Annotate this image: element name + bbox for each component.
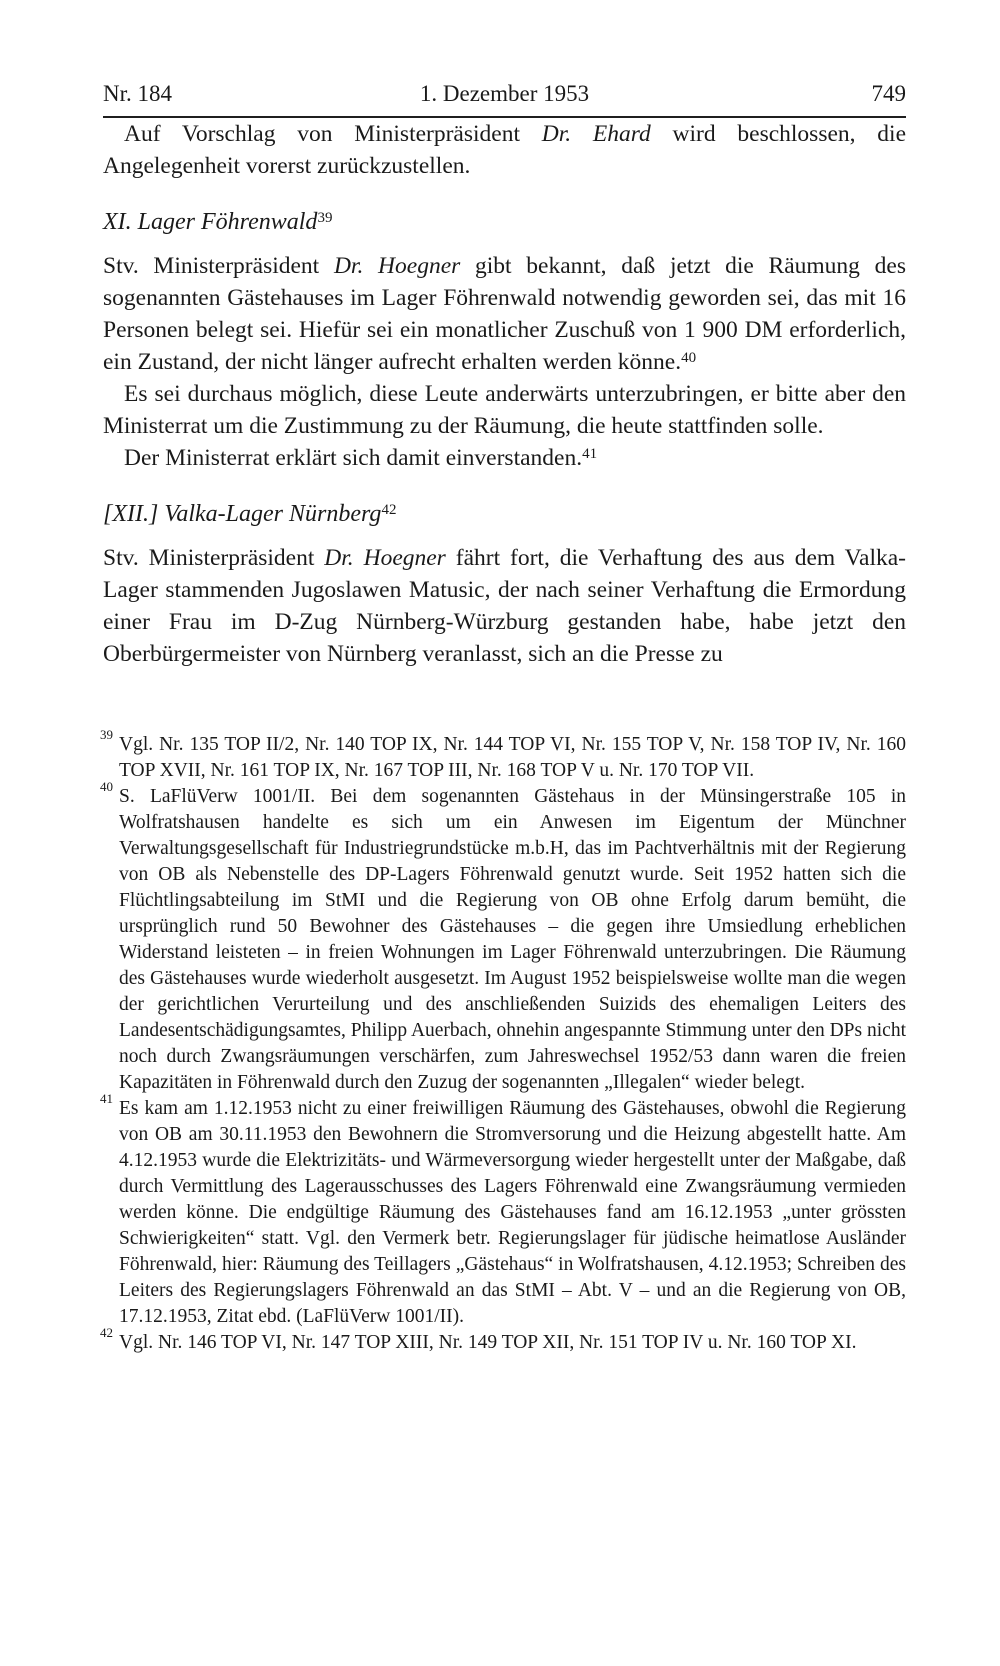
header-date: 1. Dezember 1953 [419, 81, 590, 106]
paragraph-xii-1 [103, 542, 906, 670]
section-heading-xi [103, 207, 906, 237]
section-xii-title: [XII.] Valka-Lager Nürnberg [103, 501, 382, 527]
footnote-41: 41 Es kam am 1.12.1953 nicht zu einer freiwilligen Räumung des Gästehauses, obwohl die Regierung von OB am 30.11.1953 den Bewohnern die Stromversorung und die Heizung abgestellt hatte. Am 4.12.1953 wurde die Elektrizitäts- und Wärmeversorgung wieder hergestellt unter der Maßgabe, daß durch Vermittlung des Lagerausschusses des Lagers Föhrenwald eine Zwangsräumung vermieden werden könne. Die endgültige Räumung des Gästehauses fand am 16.12.1953 „unter grössten Schwierigkeiten“ statt. Vgl. den Vermerk betr. Regierungslager für jüdische heimatlose Ausländer Föhrenwald, hier: Räumung des Teillagers „Gästehaus“ in Wolfratshausen, 4.12.1953; Schreiben des Leiters des Regierungslagers Föhrenwald an das StMI – Abt. V – und an die Regierung von OB, 17.12.1953, Zitat ebd. (LaFlüVerw 1001/II). [100, 1091, 906, 1327]
footnote-text-40: S. LaFlüVerw 1001/II. Bei dem sogenannten Gästehaus in der Münsingerstraße 105 in Wolfratshausen handelte es sich um ein Anwesen im Eigentum der Münchner Verwaltungsgesellschaft für Industriegrundstücke m.b.H, das im Pachtverhältnis mit der Regierung von OB als Nebenstelle des DP-Lagers Föhrenwald genutzt wurde. Seit 1952 hatten sich die Flüchtlingsabteilung im StMI und die Regierung von OB ohne Erfolg darum bemüht, die ursprünglich rund 50 Bewohner des Gästehauses – die gegen ihre Umsiedlung erheblichen Widerstand leisteten – in freien Wohnungen im Lager Föhrenwald unterzubringen. Die Räumung des Gästehauses wurde wiederholt ausgesetzt. Im August 1952 beispielsweise wollte man die wegen der gerichtlichen Verurteilung und des anschließenden Suizids des ehemaligen Leiters des Landesentschädigungsamtes, Philipp Auerbach, ohnehin angespannte Stimmung unter den DPs nicht noch durch Zwangsräumungen verschärfen, zum Jahreswechsel 1952/53 dann waren die freien Kapazitäten in Föhrenwald durch den Zuzug der sogenannten „Illegalen“ wieder belegt. [119, 786, 906, 1093]
paragraph-xi-2: Es sei durchaus möglich, diese Leute anderwärts unterzubringen, er bitte aber den Ministerrat um die Zustimmung zu der Räumung, die heute stattfinden solle. [103, 381, 906, 439]
footnote-ref-39: 39 [317, 210, 333, 226]
person-name-hoegner-2: Dr. Hoegner [324, 545, 446, 571]
intro-text-post: wird beschlossen, die Angelegenheit vorerst zurückzustellen. [103, 121, 907, 179]
paragraph-xi-1 [103, 250, 906, 378]
xii-para1-post: fährt fort, die Verhaftung des aus dem Valka-Lager stammenden Jugoslawen Matusic, der nach seiner Verhaftung die Ermordung einer Frau im D-Zug Nürnberg-Würzburg gestanden habe, habe jetzt den Oberbürgermeister von Nürnberg veranlasst, sich an die Presse zu [103, 545, 906, 667]
person-name-hoegner: Dr. Hoegner [333, 253, 461, 279]
section-xi-title: XI. Lager Föhrenwald [103, 209, 318, 235]
xii-para1-pre: Stv. Ministerpräsident [103, 545, 325, 571]
intro-text-pre: Auf Vorschlag von Ministerpräsident [124, 121, 542, 147]
footnote-ref-41: 41 [582, 446, 598, 462]
footnote-text-42: Vgl. Nr. 146 TOP VI, Nr. 147 TOP XIII, Nr. 149 TOP XII, Nr. 151 TOP IV u. Nr. 160 TOP XI. [119, 1332, 857, 1353]
footnotes-section [100, 727, 906, 1356]
section-heading-xii [103, 499, 906, 529]
paragraph-xi-3 [103, 442, 906, 474]
page-number: 749 [871, 81, 906, 106]
page-content [100, 81, 907, 1356]
xi-para1-pre: Stv. Ministerpräsident [103, 253, 334, 279]
footnote-text-41: Es kam am 1.12.1953 nicht zu einer freiwilligen Räumung des Gästehauses, obwohl die Regierung von OB am 30.11.1953 den Bewohnern die Stromversorung und die Heizung abgestellt hatte. Am 4.12.1953 wurde die Elektrizitäts- und Wärmeversorgung wieder hergestellt unter der Maßgabe, daß durch Vermittlung des Lagerausschusses des Lagers Föhrenwald eine Zwangsräumung vermieden werden könne. Die endgültige Räumung des Gästehauses fand am 16.12.1953 „unter grössten Schwierigkeiten“ statt. Vgl. den Vermerk betr. Regierungslager für jüdische heimatlose Ausländer Föhrenwald, hier: Räumung des Teillagers „Gästehaus“ in Wolfratshausen, 4.12.1953; Schreiben des Leiters des Regierungslagers Föhrenwald an das StMI – Abt. V – und an die Regierung von OB, 17.12.1953, Zitat ebd. (LaFlüVerw 1001/II). [119, 1098, 906, 1327]
footnote-ref-40: 40 [681, 350, 697, 366]
paragraph-intro [103, 118, 906, 182]
footnote-ref-42: 42 [381, 502, 397, 518]
person-name-ehard: Dr. Ehard [541, 121, 651, 147]
footnote-42: 42 Vgl. Nr. 146 TOP VI, Nr. 147 TOP XIII, Nr. 149 TOP XII, Nr. 151 TOP IV u. Nr. 160 TOP XI. [100, 1325, 857, 1353]
page-header [103, 82, 906, 106]
xi-para1-post: gibt bekannt, daß jetzt die Räumung des sogenannten Gästehauses im Lager Föhrenwald notwendig geworden sei, das mit 16 Personen belegt sei. Hiefür sei ein monatlicher Zuschuß von 1 900 DM erforderlich, ein Zustand, der nicht länger aufrecht erhalten werden könne. [103, 253, 906, 375]
footnote-40: 40 S. LaFlüVerw 1001/II. Bei dem sogenannten Gästehaus in der Münsingerstraße 105 in Wolfratshausen handelte es sich um ein Anwesen im Eigentum der Münchner Verwaltungsgesellschaft für Industriegrundstücke m.b.H, das im Pachtverhältnis mit der Regierung von OB als Nebenstelle des DP-Lagers Föhrenwald genutzt wurde. Seit 1952 hatten sich die Flüchtlingsabteilung im StMI und die Regierung von OB ohne Erfolg darum bemüht, die ursprünglich rund 50 Bewohner des Gästehauses – die gegen ihre Umsiedlung erheblichen Widerstand leisteten – in freien Wohnungen im Lager Föhrenwald unterzubringen. Die Räumung des Gästehauses wurde wiederholt ausgesetzt. Im August 1952 beispielsweise wollte man die wegen der gerichtlichen Verurteilung und des anschließenden Suizids des ehemaligen Leiters des Landesentschädigungsamtes, Philipp Auerbach, ohnehin angespannte Stimmung unter den DPs nicht noch durch Zwangsräumungen verschärfen, zum Jahreswechsel 1952/53 dann waren die freien Kapazitäten in Föhrenwald durch den Zuzug der sogenannten „Illegalen“ wieder belegt. [100, 779, 906, 1093]
xi-para3-text: Der Ministerrat erklärt sich damit einverstanden. [124, 445, 583, 471]
issue-number: Nr. 184 [103, 81, 172, 106]
footnote-text-39: Vgl. Nr. 135 TOP II/2, Nr. 140 TOP IX, Nr. 144 TOP VI, Nr. 155 TOP V, Nr. 158 TOP IV, Nr. 160 TOP XVII, Nr. 161 TOP IX, Nr. 167 TOP III, Nr. 168 TOP V u. Nr. 170 TOP VII. [119, 734, 906, 781]
footnote-39: 39 Vgl. Nr. 135 TOP II/2, Nr. 140 TOP IX, Nr. 144 TOP VI, Nr. 155 TOP V, Nr. 158 TOP IV, Nr. 160 TOP XVII, Nr. 161 TOP IX, Nr. 167 TOP III, Nr. 168 TOP V u. Nr. 170 TOP VII. [100, 727, 906, 781]
